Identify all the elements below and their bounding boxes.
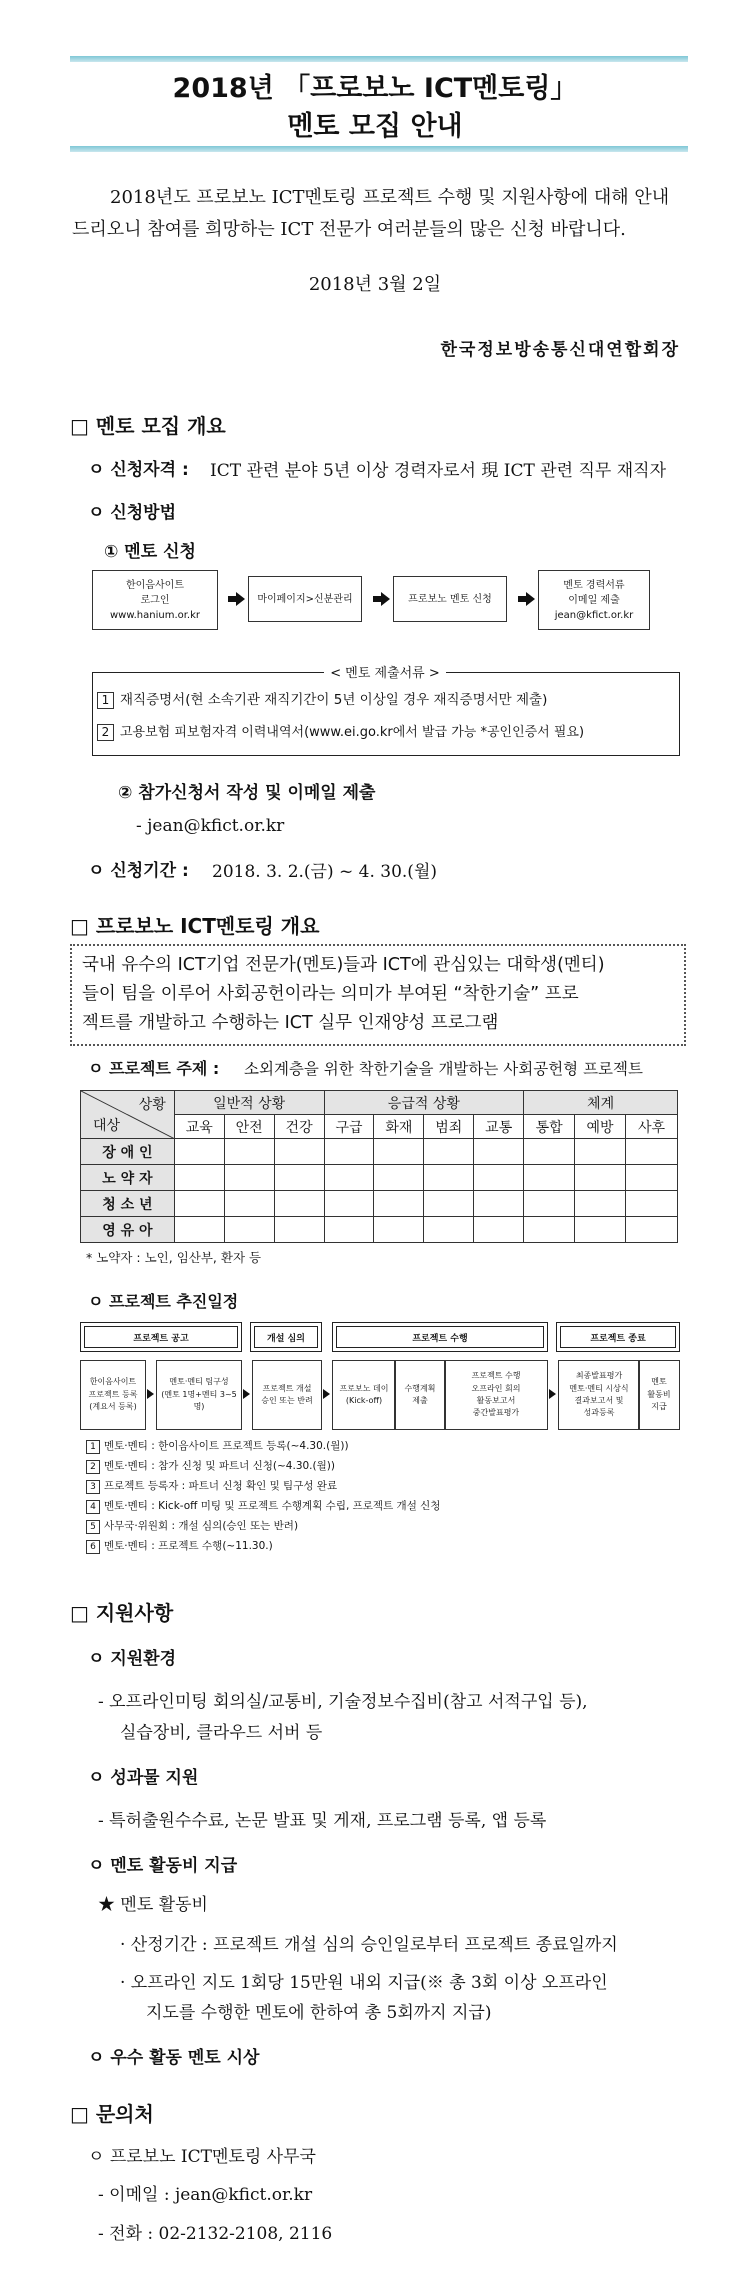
- section-heading-recruitment: □ 멘토 모집 개요: [70, 414, 226, 438]
- table-sub-header: 건강: [274, 1115, 324, 1139]
- table-sub-header: 교육: [174, 1115, 224, 1139]
- qualification-label: ㅇ 신청자격 :: [88, 460, 189, 480]
- flow-arrow: [236, 592, 245, 606]
- flow-step-apply: 프로보노 멘토 신청: [393, 576, 507, 622]
- table-row-header: 청 소 년: [81, 1191, 175, 1217]
- schedule-step-kickoff: 프로보노 데이 (Kick-off): [332, 1360, 396, 1430]
- table-sub-header: 구급: [324, 1115, 374, 1139]
- schedule-label: ㅇ 프로젝트 추진일정: [88, 1292, 239, 1311]
- document-item-2: 2 고용보험 피보험자격 이력내역서(www.ei.go.kr에서 발급 가능 *공인인증서 필요): [97, 721, 584, 741]
- table-note: * 노약자 : 노인, 임산부, 환자 등: [86, 1250, 262, 1265]
- schedule-step-fee: 멘토 활동비 지급: [638, 1360, 680, 1430]
- phase-completion: 프로젝트 종료: [556, 1322, 680, 1352]
- period-text: 2018. 3. 2.(금) ~ 4. 30.(월): [212, 862, 437, 882]
- schedule-arrow: [243, 1389, 250, 1399]
- environment-label: ㅇ 지원환경: [88, 1649, 177, 1669]
- table-group-header: 체계: [524, 1091, 678, 1115]
- table-group-header: 응급적 상황: [324, 1091, 524, 1115]
- method-label: ㅇ 신청방법: [88, 503, 177, 523]
- intro-line1: 2018년도 프로보노 ICT멘토링 프로젝트 수행 및 지원사항에 대해 안내: [110, 187, 670, 208]
- fee-bullet-2-line2: 지도를 수행한 멘토에 한하여 총 5회까지 지급): [146, 2003, 492, 2023]
- theme-matrix-table: [80, 1090, 678, 1243]
- schedule-step-approval: 프로젝트 개설 승인 또는 반려: [252, 1360, 322, 1430]
- qualification-text: ICT 관련 분야 5년 이상 경력자로서 現 ICT 관련 직무 재직자: [210, 461, 666, 481]
- section-heading-overview: □ 프로보노 ICT멘토링 개요: [70, 914, 320, 938]
- table-sub-header: 화재: [374, 1115, 424, 1139]
- fee-bullet-2-line1: · 오프라인 지도 1회당 15만원 내외 지급(※ 총 3회 이상 오프라인: [120, 1973, 608, 1993]
- documents-title: < 멘토 제출서류 >: [0, 662, 750, 681]
- bottom-rule: [70, 146, 688, 152]
- table-row-header: 영 유 아: [81, 1217, 175, 1243]
- schedule-note-3: 3 프로젝트 등록자 : 파트너 신청 확인 및 팀구성 완료: [86, 1478, 337, 1494]
- schedule-note-4: 4 멘토·멘티 : Kick-off 미팅 및 프로젝트 수행계획 수립, 프로젝트 개설 신청: [86, 1498, 440, 1514]
- theme-label: ㅇ 프로젝트 주제 :: [88, 1059, 220, 1078]
- flow-step-mypage: 마이페이지>신분관리: [248, 576, 362, 622]
- program-summary-text: 국내 유수의 ICT기업 전문가(멘토)들과 ICT에 관심있는 대학생(멘티) 들이 팀을 이루어 사회공헌이라는 의미가 부여된 “착한기술” 프로 젝트를 개발하고 수행하는 ICT 실무 인재양성 프로그램: [82, 955, 605, 1033]
- phase-announcement: 프로젝트 공고: [80, 1322, 242, 1352]
- contact-office: ㅇ 프로보노 ICT멘토링 사무국: [88, 2147, 316, 2167]
- theme-text: 소외계층을 위한 착한기술을 개발하는 사회공헌형 프로젝트: [244, 1060, 643, 1078]
- table-row-header: 노 약 자: [81, 1165, 175, 1191]
- schedule-note-2: 2 멘토·멘티 : 참가 신청 및 파트너 신청(~4.30.(월)): [86, 1458, 335, 1474]
- intro-date: 2018년 3월 2일: [308, 274, 442, 295]
- page-title-line1: 2018년 「프로보노 ICT멘토링」: [172, 73, 578, 104]
- phase-review: 개설 심의: [250, 1322, 322, 1352]
- document-item-1: 1 재직증명서(현 소속기관 재직기간이 5년 이상일 경우 재직증명서만 제출): [97, 688, 547, 709]
- table-sub-header: 교통: [474, 1115, 524, 1139]
- contact-phone: - 전화 : 02-2132-2108, 2116: [98, 2224, 333, 2244]
- flow-arrow: [526, 592, 535, 606]
- period-label: ㅇ 신청기간 :: [88, 861, 189, 881]
- contact-email: - 이메일 : jean@kfict.or.kr: [98, 2185, 313, 2205]
- organization-name: 한국정보방송통신대연합회장: [440, 340, 680, 360]
- schedule-step-final: 최종발표평가 멘토·멘티 시상식 결과보고서 및 성과등록: [558, 1360, 640, 1430]
- fee-subheading: ★ 멘토 활동비: [98, 1895, 208, 1915]
- schedule-note-1: 1 멘토·멘티 : 한이음사이트 프로젝트 등록(~4.30.(월)): [86, 1438, 349, 1454]
- step2-label: ② 참가신청서 작성 및 이메일 제출: [118, 783, 376, 803]
- schedule-arrow: [549, 1389, 556, 1399]
- schedule-arrow: [147, 1389, 154, 1399]
- table-sub-header: 예방: [575, 1115, 626, 1139]
- phase-execution: 프로젝트 수행: [332, 1322, 548, 1352]
- documents-box: [92, 672, 680, 756]
- schedule-step-team: 멘토·멘티 팀구성 (멘토 1명+멘티 3~5명): [156, 1360, 242, 1430]
- environment-line1: - 오프라인미팅 회의실/교통비, 기술정보수집비(참고 서적구입 등),: [98, 1692, 588, 1712]
- section-heading-support: □ 지원사항: [70, 1601, 174, 1625]
- flow-step-email: 멘토 경력서류 이메일 제출 jean@kfict.or.kr: [538, 570, 650, 630]
- table-corner-cell: 상황 대상: [81, 1091, 175, 1139]
- page-title-line2: 멘토 모집 안내: [287, 111, 463, 142]
- schedule-step-execution: 프로젝트 수행 오프라인 회의 활동보고서 중간발표평가: [444, 1360, 548, 1430]
- table-sub-header: 안전: [224, 1115, 274, 1139]
- step1-label: ① 멘토 신청: [104, 542, 196, 562]
- step2-email: - jean@kfict.or.kr: [136, 816, 285, 836]
- schedule-note-6: 6 멘토·멘티 : 프로젝트 수행(~11.30.): [86, 1538, 273, 1554]
- schedule-step-plan: 수행계획 제출: [394, 1360, 446, 1430]
- section-heading-contact: □ 문의처: [70, 2102, 154, 2126]
- intro-line2: 드리오니 참여를 희망하는 ICT 전문가 여러분들의 많은 신청 바랍니다.: [72, 219, 626, 240]
- fee-label: ㅇ 멘토 활동비 지급: [88, 1856, 238, 1876]
- outcome-label: ㅇ 성과물 지원: [88, 1768, 199, 1788]
- outcome-text: - 특허출원수수료, 논문 발표 및 게재, 프로그램 등록, 앱 등록: [98, 1811, 547, 1831]
- award-label: ㅇ 우수 활동 멘토 시상: [88, 2048, 260, 2068]
- schedule-note-5: 5 사무국·위원회 : 개설 심의(승인 또는 반려): [86, 1518, 298, 1534]
- schedule-arrow: [323, 1389, 330, 1399]
- environment-line2: 실습장비, 클라우드 서버 등: [120, 1723, 323, 1743]
- table-sub-header: 사후: [625, 1115, 677, 1139]
- flow-step-login: 한이음사이트 로그인 www.hanium.or.kr: [92, 570, 218, 630]
- table-sub-header: 통합: [524, 1115, 575, 1139]
- table-row-header: 장 애 인: [81, 1139, 175, 1165]
- table-group-header: 일반적 상황: [174, 1091, 324, 1115]
- fee-bullet-1: · 산정기간 : 프로젝트 개설 심의 승인일로부터 프로젝트 종료일까지: [120, 1935, 618, 1955]
- schedule-step-register: 한이음사이트 프로젝트 등록 (계요서 등록): [80, 1360, 146, 1430]
- table-sub-header: 범죄: [424, 1115, 474, 1139]
- top-rule: [70, 56, 688, 62]
- flow-arrow: [381, 592, 390, 606]
